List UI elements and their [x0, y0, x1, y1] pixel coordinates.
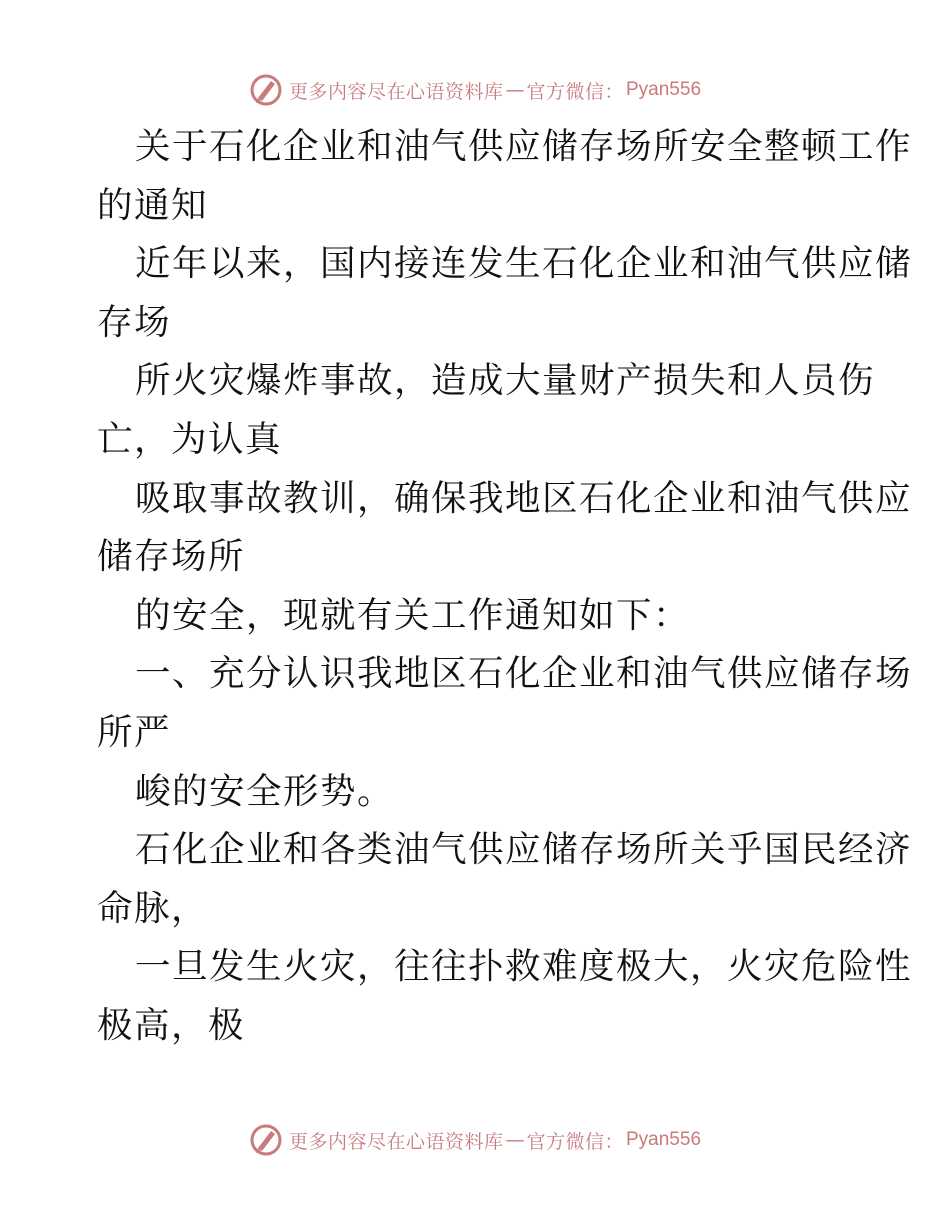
- text-line-12: 峻的安全形势。: [135, 770, 395, 812]
- watermark-separator: —: [505, 79, 525, 101]
- watermark-text: 更多内容尽在心语资料库: [288, 80, 504, 103]
- watermark-text: 更多内容尽在心语资料库: [288, 1130, 504, 1153]
- footer-watermark: [0, 1120, 950, 1160]
- text-line-6: 亡，为认真: [97, 418, 283, 460]
- header-watermark: [0, 70, 950, 110]
- text-line-15: 一旦发生火灾，往往扑救难度极大，火灾危险性: [135, 946, 913, 988]
- pen-logo-icon: [249, 73, 283, 107]
- text-line-5: 所火灾爆炸事故，造成大量财产损失和人员伤: [135, 360, 876, 402]
- pen-logo-icon: [249, 1123, 283, 1157]
- text-line-2: 的通知: [97, 184, 209, 226]
- text-line-8: 储存场所: [97, 536, 246, 578]
- document-body: [97, 118, 913, 1056]
- text-line-14: 命脉，: [97, 887, 209, 929]
- text-line-10: 一、充分认识我地区石化企业和油气供应储存场: [135, 653, 913, 695]
- watermark-separator: —: [505, 1129, 525, 1151]
- watermark-suffix: 官方微信：: [526, 1130, 624, 1153]
- text-line-1: 关于石化企业和油气供应储存场所安全整顿工作: [135, 126, 913, 167]
- watermark-suffix: 官方微信：: [526, 80, 624, 103]
- watermark-wechat-id: Pyan556: [626, 1129, 702, 1150]
- text-line-11: 所严: [97, 711, 172, 753]
- text-line-4: 存场: [97, 301, 172, 343]
- text-line-9: 的安全，现就有关工作通知如下：: [135, 594, 691, 636]
- text-line-13: 石化企业和各类油气供应储存场所关乎国民经济: [135, 829, 913, 871]
- text-line-7: 吸取事故教训，确保我地区石化企业和油气供应: [135, 477, 913, 519]
- watermark-wechat-id: Pyan556: [626, 79, 702, 100]
- text-line-3: 近年以来，国内接连发生石化企业和油气供应储: [135, 243, 913, 285]
- text-line-16: 极高，极: [97, 1004, 246, 1046]
